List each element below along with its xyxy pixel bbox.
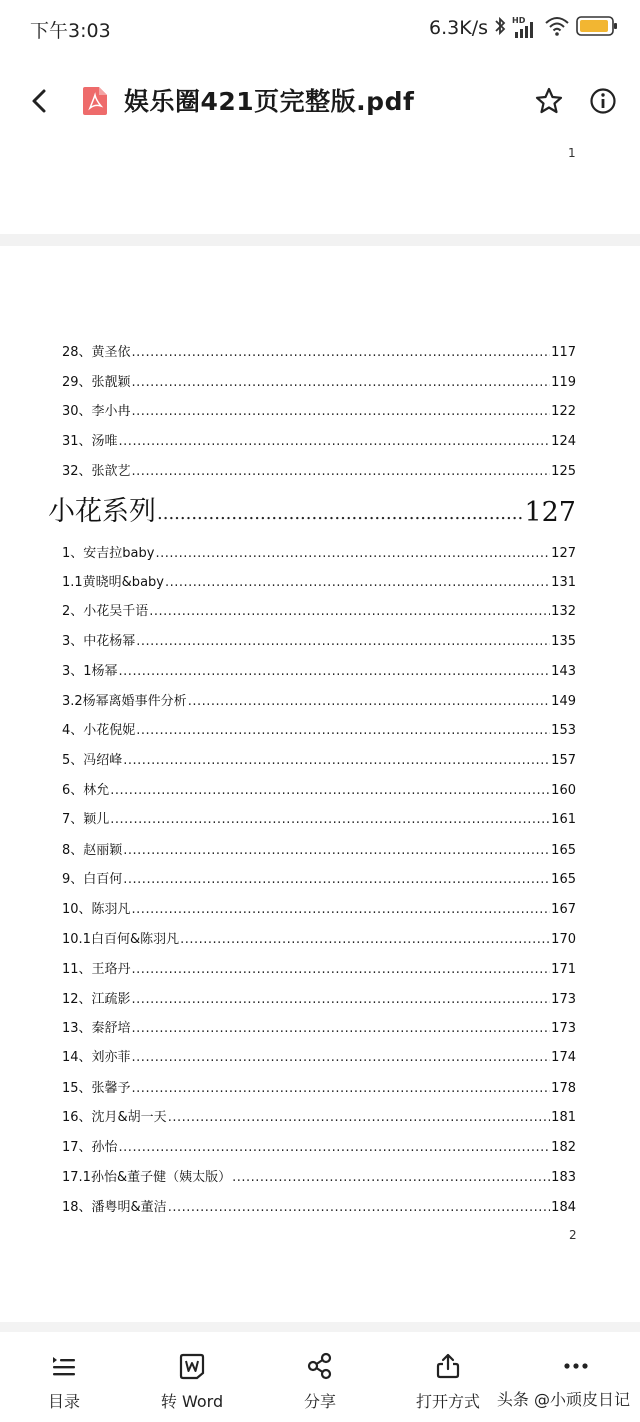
toc-entry-label: 1.1黄晓明&baby xyxy=(62,575,164,590)
toc-leader-dots xyxy=(132,902,551,917)
word-icon xyxy=(178,1352,206,1380)
toc-entry-label: 10、陈羽凡 xyxy=(62,902,131,917)
share-icon xyxy=(306,1352,334,1380)
toc-entry-page: 165 xyxy=(551,872,576,887)
toc-entry-label: 12、江疏影 xyxy=(62,992,131,1007)
toc-entry-page: 182 xyxy=(551,1140,576,1155)
network-speed: 6.3K/s xyxy=(429,17,488,39)
toc-entry-label: 9、白百何 xyxy=(62,872,123,887)
toc-entry[interactable] xyxy=(62,1014,576,1036)
toc-entry-page: 122 xyxy=(551,404,576,419)
toc-entry-label: 13、秦舒培 xyxy=(62,1021,131,1036)
hd-badge: HD xyxy=(512,16,526,25)
toc-entry-page: 125 xyxy=(551,464,576,479)
page-number: 1 xyxy=(568,146,576,160)
toc-entry[interactable] xyxy=(62,985,576,1007)
toc-entry-page: 117 xyxy=(551,345,576,360)
back-button[interactable] xyxy=(26,84,56,118)
toc-entry-label: 4、小花倪妮 xyxy=(62,723,136,738)
toc-entry[interactable] xyxy=(62,1133,576,1155)
toc-entry-page: 165 xyxy=(551,843,576,858)
watermark-text: 头条 @小顽皮日记 xyxy=(496,1390,630,1409)
toc-entry[interactable] xyxy=(62,397,576,419)
toc-leader-dots xyxy=(119,664,551,679)
toc-leader-dots xyxy=(136,634,550,649)
toc-button-label: 目录 xyxy=(47,1392,80,1411)
toc-entry-label: 16、沈月&胡一天 xyxy=(62,1110,167,1125)
toc-entry[interactable] xyxy=(62,955,576,977)
more-icon xyxy=(562,1352,590,1380)
toc-entry-label: 6、林允 xyxy=(62,783,110,798)
toc-leader-dots xyxy=(132,345,551,360)
section-title: 小花系列 xyxy=(48,496,156,527)
toc-leader-dots xyxy=(168,1200,550,1215)
toc-leader-dots xyxy=(149,604,550,619)
toc-entry[interactable] xyxy=(62,338,576,360)
toc-entry[interactable] xyxy=(62,895,576,917)
toc-entry-page: 149 xyxy=(551,694,576,709)
toc-entry-label: 30、李小冉 xyxy=(62,404,131,419)
toc-entry-page: 178 xyxy=(551,1081,576,1096)
toc-entry-label: 14、刘亦菲 xyxy=(62,1050,131,1065)
toc-leader-dots xyxy=(123,753,550,768)
toc-entry-label: 3、1杨幂 xyxy=(62,664,118,679)
toc-entry-label: 10.1白百何&陈羽凡 xyxy=(62,932,180,947)
toc-entry-page: 153 xyxy=(551,723,576,738)
toc-entry-label: 32、张歆艺 xyxy=(62,464,131,479)
toc-leader-dots xyxy=(123,843,550,858)
open-with-button[interactable] xyxy=(393,1332,503,1422)
toc-entry[interactable] xyxy=(62,746,576,768)
toc-leader-dots xyxy=(132,464,551,479)
toolbar-divider xyxy=(0,1322,640,1332)
toc-entry-page: 170 xyxy=(551,932,576,947)
toc-leader-dots xyxy=(110,812,550,827)
toc-entry[interactable] xyxy=(62,1163,576,1185)
toc-entry-page: 184 xyxy=(551,1200,576,1215)
toc-leader-dots xyxy=(132,962,551,977)
page-divider xyxy=(0,234,640,246)
toc-entry-label: 1、安吉拉baby xyxy=(62,546,155,561)
toc-button[interactable] xyxy=(9,1332,119,1422)
toc-entry-page: 183 xyxy=(551,1170,576,1185)
toc-leader-dots xyxy=(157,503,523,524)
favorite-star-button[interactable] xyxy=(534,86,564,116)
toc-entry-label: 7、颖儿 xyxy=(62,812,110,827)
toc-leader-dots xyxy=(132,404,551,419)
toc-entry-page: 157 xyxy=(551,753,576,768)
toc-entry-label: 28、黄圣依 xyxy=(62,345,131,360)
document-title: 娱乐圈421页完整版.pdf xyxy=(124,87,415,116)
toc-entry[interactable] xyxy=(62,657,576,679)
toc-entry-page: 160 xyxy=(551,783,576,798)
toc-leader-dots xyxy=(119,434,551,449)
toc-leader-dots xyxy=(110,783,550,798)
share-label: 分享 xyxy=(303,1392,336,1411)
toc-entry[interactable] xyxy=(62,687,576,709)
toc-entry-page: 135 xyxy=(551,634,576,649)
section-page: 127 xyxy=(524,497,576,528)
toc-entry-label: 31、汤唯 xyxy=(62,434,118,449)
toc-entry-page: 174 xyxy=(551,1050,576,1065)
share-button[interactable] xyxy=(265,1332,375,1422)
bluetooth-icon xyxy=(494,16,506,40)
toc-entry-label: 15、张馨予 xyxy=(62,1081,131,1096)
toc-leader-dots xyxy=(132,1021,551,1036)
toc-entry[interactable] xyxy=(62,776,576,798)
toc-entry-label: 5、冯绍峰 xyxy=(62,753,123,768)
toc-entry-label: 3、中花杨幂 xyxy=(62,634,136,649)
toc-entry[interactable] xyxy=(62,597,576,619)
status-icons xyxy=(429,14,618,42)
toc-entry-label: 3.2杨幂离婚事件分析 xyxy=(62,694,187,709)
toc-leader-dots xyxy=(168,1110,550,1125)
toc-entry-page: 127 xyxy=(551,546,576,561)
toc-entry-page: 143 xyxy=(551,664,576,679)
toc-entry-page: 124 xyxy=(551,434,576,449)
toc-entry-page: 173 xyxy=(551,1021,576,1036)
battery-icon xyxy=(576,15,618,41)
toc-entry-page: 167 xyxy=(551,902,576,917)
toc-entry-page: 132 xyxy=(551,604,576,619)
toc-entry[interactable] xyxy=(62,457,576,479)
toc-leader-dots xyxy=(123,872,550,887)
toc-entry-label: 18、潘粤明&董洁 xyxy=(62,1200,167,1215)
toc-entry[interactable] xyxy=(62,836,576,858)
toc-entry[interactable] xyxy=(62,1043,576,1065)
list-icon xyxy=(50,1352,78,1380)
info-button[interactable] xyxy=(588,86,618,116)
toc-leader-dots xyxy=(132,375,551,390)
toc-entry-label: 17.1孙怡&董子健（姨太版） xyxy=(62,1170,232,1185)
app-header xyxy=(0,66,640,138)
wifi-icon xyxy=(544,15,570,41)
toc-entry-page: 131 xyxy=(551,575,576,590)
toc-entry-label: 2、小花吴千语 xyxy=(62,604,149,619)
toc-leader-dots xyxy=(132,992,551,1007)
toc-entry-page: 161 xyxy=(551,812,576,827)
toc-entry[interactable] xyxy=(62,568,576,590)
toc-entry-page: 181 xyxy=(551,1110,576,1125)
signal-icon xyxy=(512,16,538,40)
toc-entry-label: 17、孙怡 xyxy=(62,1140,118,1155)
toc-leader-dots xyxy=(180,932,550,947)
toc-entry[interactable] xyxy=(62,539,576,561)
toc-leader-dots xyxy=(132,1081,551,1096)
toc-section-heading[interactable] xyxy=(48,488,576,528)
toc-leader-dots xyxy=(119,1140,551,1155)
toc-entry-label: 11、王珞丹 xyxy=(62,962,131,977)
page-number: 2 xyxy=(569,1228,577,1242)
toc-entry[interactable] xyxy=(62,1103,576,1125)
toc-entry[interactable] xyxy=(62,1074,576,1096)
open-with-icon xyxy=(434,1352,462,1380)
toc-entry[interactable] xyxy=(62,627,576,649)
toc-leader-dots xyxy=(188,694,550,709)
convert-word-button[interactable] xyxy=(137,1332,247,1422)
toc-entry[interactable] xyxy=(62,805,576,827)
toc-leader-dots xyxy=(136,723,550,738)
toc-entry-page: 119 xyxy=(551,375,576,390)
toc-entry-label: 8、赵丽颖 xyxy=(62,843,123,858)
toc-entry[interactable] xyxy=(62,368,576,390)
open-with-label: 打开方式 xyxy=(415,1392,480,1411)
convert-word-label: 转 Word xyxy=(160,1392,224,1411)
toc-entry[interactable] xyxy=(62,716,576,738)
pdf-file-icon xyxy=(82,86,108,116)
status-bar xyxy=(0,0,640,56)
toc-entry-label: 29、张靓颖 xyxy=(62,375,131,390)
toc-entry[interactable] xyxy=(62,427,576,449)
toc-entry-page: 173 xyxy=(551,992,576,1007)
toc-entry[interactable] xyxy=(62,925,576,947)
toc-leader-dots xyxy=(232,1170,550,1185)
toc-leader-dots xyxy=(132,1050,551,1065)
status-time: 下午3:03 xyxy=(30,20,111,42)
toc-entry[interactable] xyxy=(62,865,576,887)
toc-entry[interactable] xyxy=(62,1193,576,1215)
toc-leader-dots xyxy=(155,546,550,561)
toc-entry-page: 171 xyxy=(551,962,576,977)
toc-leader-dots xyxy=(165,575,550,590)
